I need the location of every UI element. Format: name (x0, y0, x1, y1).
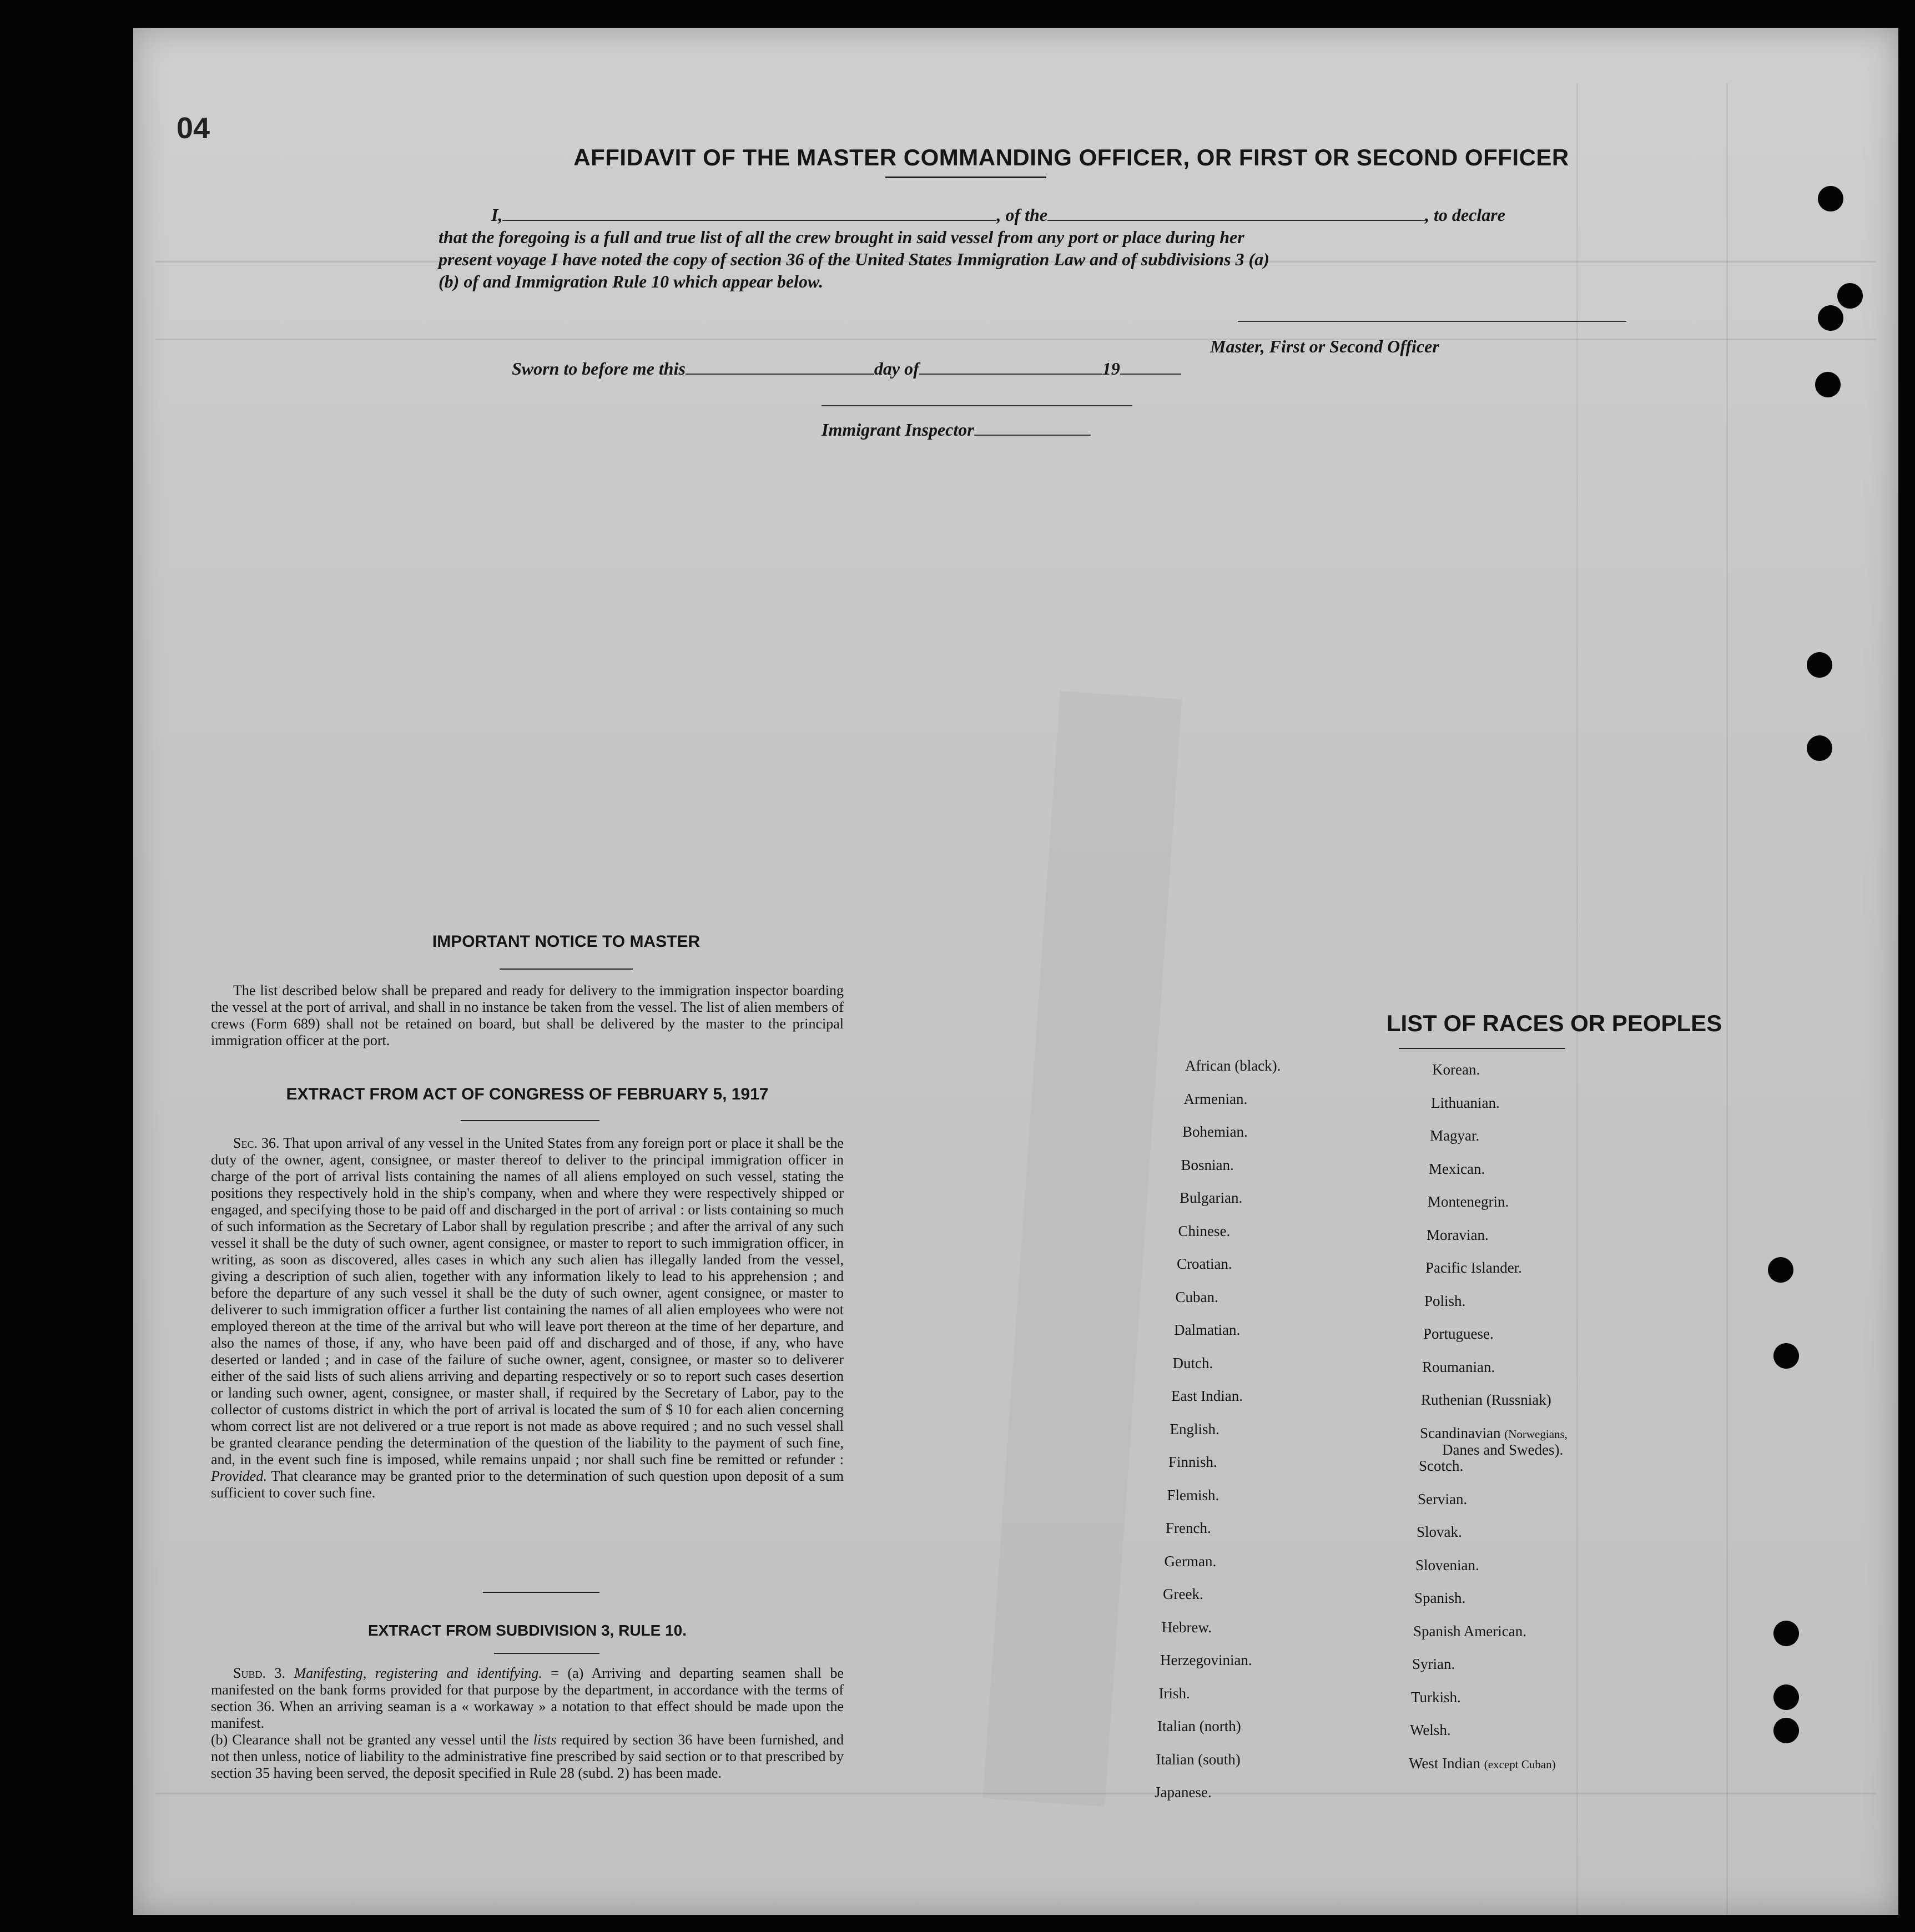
act-underline (461, 1120, 599, 1121)
race-label: Korean. (1432, 1061, 1480, 1078)
race-item (1417, 1524, 1462, 1541)
race-item (1430, 1127, 1479, 1144)
document-page (133, 28, 1898, 1915)
notice-text: The list described below shall be prepared and ready for delivery to the immigration inspector boarding the vessel at the port of arrival, and shall in no instance be taken from the vessel. The list of alien members of crews (Form 689) shall not be retained on board, but shall be delivered by the master to the principal immigration officer at the port. (211, 982, 844, 1048)
act-body-end: That clearance may be granted prior to the determination of such question upon deposit of a sum sufficient to cover such fine. (211, 1468, 844, 1501)
race-item (1418, 1491, 1467, 1508)
race-item: Dutch. (1172, 1354, 1213, 1371)
race-label: Slovenian. (1415, 1556, 1479, 1573)
race-item (1423, 1325, 1494, 1343)
year-prefix: 19 (1102, 359, 1120, 379)
notice-title: IMPORTANT NOTICE TO MASTER (432, 932, 701, 951)
sworn-year-field[interactable] (1120, 374, 1181, 375)
race-label: Ruthenian (Russniak) (1421, 1391, 1551, 1408)
act-provided: Provided. (211, 1468, 267, 1484)
race-item: Italian (north) (1157, 1718, 1241, 1734)
affidavit-line-3: present voyage I have noted the copy of section 36 of the United States Immigration Law and of subdivisions 3 (a) (439, 249, 1269, 269)
binder-hole (1807, 735, 1832, 761)
race-label: Mexican. (1429, 1160, 1485, 1177)
race-label: Lithuanian. (1431, 1094, 1500, 1111)
rule-text-b-lists: lists (533, 1732, 557, 1748)
binder-hole (1768, 1257, 1793, 1283)
affidavit-line-2: that the foregoing is a full and true list of all the crew brought in said vessel from any port or place during her (439, 227, 1244, 247)
race-item: Chinese. (1178, 1222, 1231, 1239)
binder-hole (1818, 186, 1843, 211)
race-item (1422, 1359, 1495, 1376)
rule-heading: Manifesting, registering and identifying. (294, 1665, 542, 1681)
binder-hole (1807, 652, 1832, 678)
day-of-label: day of (874, 359, 919, 379)
race-item: Hebrew. (1161, 1618, 1212, 1636)
race-item (1419, 1457, 1463, 1475)
rule-text-b-start: (b) Clearance shall not be granted any vessel until the (211, 1732, 529, 1748)
binder-hole (1773, 1343, 1799, 1369)
race-item (1428, 1193, 1509, 1210)
race-label: Welsh. (1410, 1722, 1451, 1738)
inspector-line (822, 419, 1091, 441)
races-underline (1399, 1048, 1565, 1049)
master-signature-line[interactable] (1238, 321, 1626, 322)
of-the-label: , of the (996, 205, 1047, 225)
rule-lead: Subd. 3. (233, 1665, 286, 1681)
race-item (1410, 1722, 1451, 1739)
corner-mark: 04 (177, 112, 210, 145)
race-item (1414, 1590, 1465, 1607)
affidavit-line-1 (491, 204, 1505, 226)
act-body: That upon arrival of any vessel in the United States from any foreign port or place it shall be the duty of the owner, agent, consignee, or master thereof to deliver to the principal immigration officer in charge of the port of arrival lists containing the names of all aliens employed on such vessel, stating the positions they respectively hold in the ship's company, when and where they were respectively shipped or engaged, and specifying those to be paid off and discharged in the port of arrival : or lists containing so much of such information as the Secretary of Labor shall by regulation prescribe ; and after the arrival of any such vessel it shall be the duty of such owner, agent consignee, or master to report to such immigration officer, in writing, as soon as discovered, alles cases in which any such alien has illegally landed from the vessel, giving a description of such alien, together with any information likely to lead to his apprehension ; and before the departure of any such vessel it shall be the duty of such owner, agent consignee, or master to deliverer to such immigration officer a further list containing the names of all alien employees who were not employed thereon at the time of the arrival but who will leave port thereon at the time of her departure, and also the names of those, if any, who have been paid off and discharged and of those, if any, who have deserted or landed ; and in case of the failure of suche owner, agent, consignee, or master so to deliverer either of the said lists of such aliens arriving and departing respectively or so to report such cases desertion or landing such owner, agent, consignee, or master shall, if required by the Secretary of Labor, pay to the collector of customs district in which the port of arrival is located the sum of $ 10 for each alien concerning whom correct list are not delivered or a true report is not made as above required ; and no such vessel shall be granted clearance pending the determination of the question of the liability to the payment of such fine, and, in the event such fine is imposed, while remains unpaid ; nor shall such fine be remitted or refunder : (211, 1135, 844, 1467)
race-item (1415, 1557, 1479, 1574)
race-label: Spanish American. (1413, 1622, 1526, 1640)
race-item: Flemish. (1167, 1486, 1219, 1504)
sworn-day-field[interactable] (686, 374, 874, 375)
race-label: Turkish. (1411, 1688, 1461, 1706)
race-item: Croatian. (1177, 1255, 1232, 1272)
race-item: Bosnian. (1181, 1156, 1234, 1173)
race-item (1431, 1094, 1500, 1112)
race-item: Greek. (1163, 1586, 1203, 1602)
race-item: Italian (south) (1156, 1751, 1241, 1768)
race-label: Polish. (1424, 1292, 1466, 1309)
name-field[interactable] (502, 220, 996, 221)
race-item (1420, 1425, 1568, 1442)
race-note: (except Cuban) (1484, 1757, 1556, 1771)
race-item (1427, 1227, 1489, 1244)
race-item: Cuban. (1175, 1288, 1218, 1305)
race-item: East Indian. (1171, 1388, 1243, 1404)
races-title: LIST OF RACES OR PEOPLES (1386, 1010, 1722, 1036)
rule-title: EXTRACT FROM SUBDIVISION 3, RULE 10. (367, 1622, 687, 1639)
race-item (1424, 1293, 1465, 1310)
master-signature-caption: Master, First or Second Officer (1210, 336, 1439, 356)
inspector-label: Immigrant Inspector (822, 420, 974, 440)
rule-text-b-end: required by section 36 have been furnished, and not then unless, notice of liability to the administrative fine prescribed by said section or to that prescribed by section 35 having been served, the deposit specified in Rule 28 (subd. 2) has been made. (211, 1732, 844, 1781)
race-label: Servian. (1418, 1490, 1468, 1507)
race-label: Scandinavian (1420, 1424, 1501, 1441)
to-declare-label: , to declare (1425, 205, 1505, 225)
race-note-continuation: Danes and Swedes). (1442, 1441, 1564, 1458)
notice-underline (500, 968, 633, 970)
race-item: Dalmatian. (1174, 1321, 1241, 1338)
race-item: Finnish. (1168, 1454, 1217, 1470)
race-item: Bohemian. (1182, 1123, 1248, 1140)
race-item: German. (1164, 1552, 1217, 1570)
race-label: Magyar. (1430, 1127, 1480, 1144)
race-item (1412, 1656, 1455, 1673)
binder-hole (1818, 305, 1843, 331)
sworn-line (512, 358, 1181, 380)
binder-hole (1837, 283, 1863, 309)
race-item: English. (1170, 1420, 1219, 1437)
race-item: Japanese. (1155, 1784, 1212, 1800)
binder-hole (1773, 1684, 1799, 1710)
i-label: I, (491, 205, 503, 225)
act-end-rule (483, 1592, 599, 1593)
race-item (1409, 1755, 1556, 1772)
race-item: Bulgarian. (1180, 1189, 1243, 1206)
race-item: Armenian. (1183, 1090, 1248, 1107)
act-text (211, 1135, 844, 1501)
race-note: (Norwegians, (1504, 1427, 1568, 1441)
race-item (1429, 1161, 1485, 1178)
rule-underline (494, 1653, 599, 1654)
sworn-month-field[interactable] (919, 374, 1102, 375)
race-item: Irish. (1158, 1684, 1190, 1702)
inspector-name-field[interactable] (974, 435, 1091, 436)
race-label: Portuguese. (1423, 1325, 1494, 1342)
race-label: West Indian (1409, 1754, 1481, 1772)
race-item: French. (1166, 1520, 1211, 1536)
inspector-signature-line[interactable] (822, 405, 1132, 406)
affidavit-line-4: (b) of and Immigration Rule 10 which appear below. (439, 271, 824, 291)
vessel-field[interactable] (1047, 220, 1425, 221)
rule-text-a: = (a) Arriving and departing seamen shall be manifested on the bank forms provided for that purpose by the department, in accordance with the terms of section 36. When an arriving seaman is a « workaway » a notation to that effect should be made upon the manifest. (211, 1665, 844, 1731)
race-label: Spanish. (1414, 1590, 1466, 1606)
race-label: Syrian. (1412, 1656, 1455, 1672)
race-item (1411, 1689, 1461, 1706)
race-item: Herzegovinian. (1160, 1652, 1252, 1668)
race-label: Scotch. (1419, 1457, 1464, 1474)
race-item (1432, 1061, 1480, 1078)
race-item (1421, 1391, 1551, 1409)
race-item (1425, 1259, 1522, 1277)
binder-hole (1773, 1718, 1799, 1743)
binder-hole (1773, 1621, 1799, 1646)
rule-text (211, 1665, 844, 1782)
race-item: African (black). (1185, 1057, 1281, 1074)
race-label: Montenegrin. (1428, 1193, 1509, 1210)
race-label: Moravian. (1427, 1226, 1489, 1243)
act-title: EXTRACT FROM ACT OF CONGRESS OF FEBRUARY 5, 1917 (286, 1085, 769, 1103)
sworn-label: Sworn to before me this (512, 359, 686, 379)
race-label: Slovak. (1417, 1524, 1462, 1540)
binder-hole (1815, 372, 1841, 397)
affidavit-title: AFFIDAVIT OF THE MASTER COMMANDING OFFICER, OR FIRST OR SECOND OFFICER (573, 144, 1569, 170)
act-section-lead: Sec. 36. (233, 1135, 280, 1151)
race-label: Roumanian. (1422, 1358, 1495, 1375)
race-label: Pacific Islander. (1425, 1259, 1522, 1276)
title-underline (885, 176, 1046, 178)
race-item (1413, 1623, 1526, 1640)
